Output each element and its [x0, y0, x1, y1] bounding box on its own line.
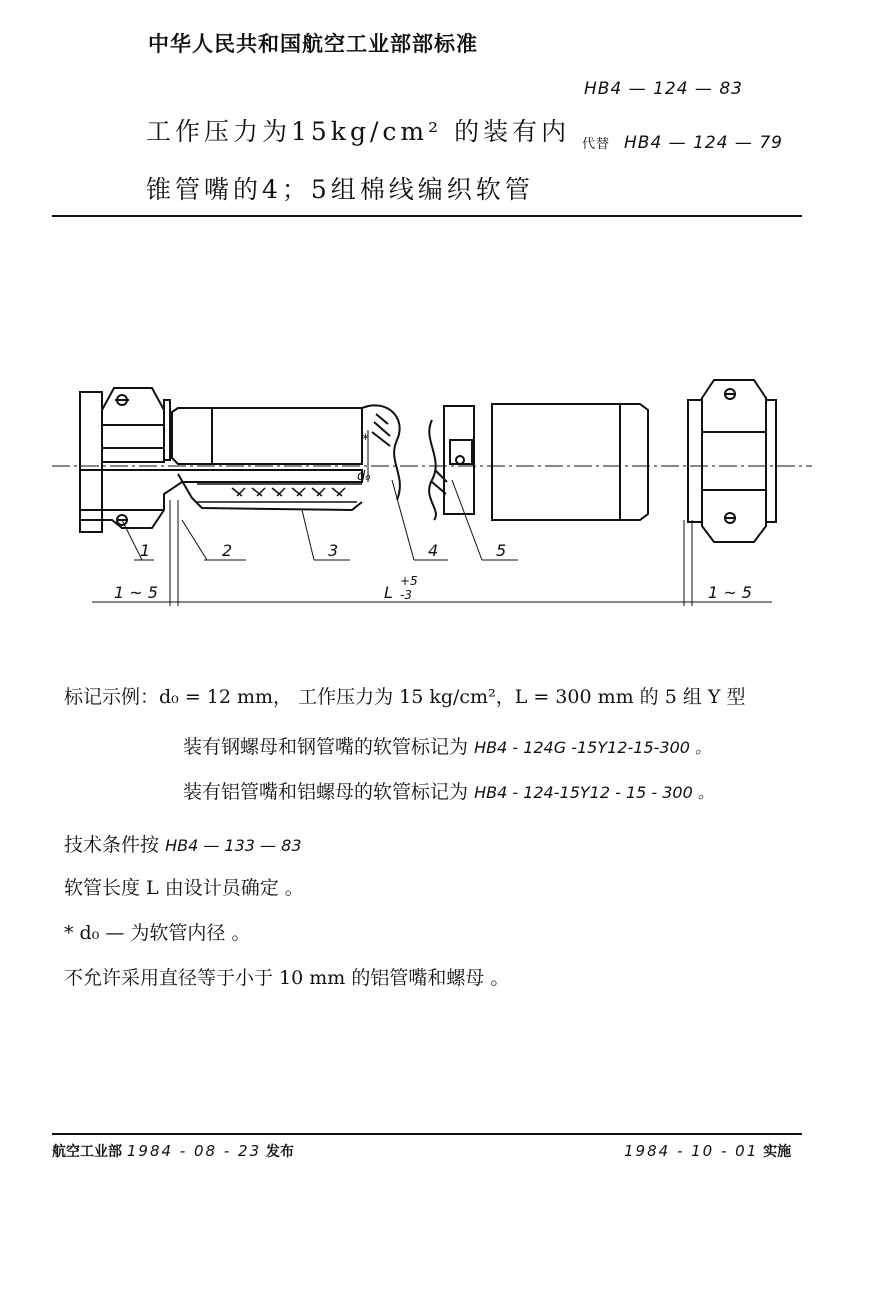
- part-label-1: 1: [140, 541, 151, 560]
- tech-conditions-code: HB4 — 133 — 83: [165, 836, 302, 855]
- standard-title-line1: 工作压力为15kg/cm² 的装有内: [146, 117, 571, 146]
- hose-assembly-drawing: [52, 370, 812, 620]
- replaces-label: 代替: [582, 137, 611, 152]
- tech-conditions-text: 技术条件按: [64, 834, 160, 856]
- implementation-date: 1984 - 10 - 01: [624, 1142, 759, 1160]
- aluminum-restriction-note: 不允许采用直径等于小于 10 mm 的铝管嘴和螺母 。: [64, 967, 510, 989]
- right-sleeve: [492, 404, 648, 520]
- standard-number: HB4 — 124 — 83: [584, 79, 743, 99]
- marking-example: [64, 682, 745, 709]
- example-steel: [183, 732, 711, 759]
- example-steel-code: HB4 - 124G -15Y12-15-300 。: [474, 738, 712, 757]
- left-sleeve: [172, 408, 362, 510]
- tech-conditions-note: [64, 830, 302, 857]
- dim-tol-upper: +5: [400, 574, 418, 588]
- right-hex-nut: [688, 380, 776, 542]
- header-divider: [52, 215, 802, 217]
- dim-tol-lower: -3: [400, 588, 412, 602]
- issuer: 航空工业部: [52, 1144, 122, 1160]
- example-aluminum-text: 装有铝管嘴和铝螺母的软管标记为: [183, 781, 469, 803]
- replaces-block: [582, 133, 783, 153]
- example-prefix: 标记示例：: [64, 686, 160, 708]
- example-aluminum-code: HB4 - 124-15Y12 - 15 - 300 。: [474, 783, 714, 802]
- standard-title-line2: 锥管嘴的4；5组棉线编织软管: [146, 175, 534, 204]
- inner-diameter-note: * d₀ — 为软管内径 。: [64, 922, 251, 944]
- hose-break: [362, 405, 447, 520]
- issue-info: [52, 1141, 294, 1161]
- star-mark: *: [362, 432, 369, 448]
- left-fitting-section: [80, 468, 362, 528]
- do-mark: d₀: [357, 469, 371, 484]
- length-note: 软管长度 L 由设计员确定 。: [64, 877, 304, 899]
- example-main: d₀ = 12 mm， 工作压力为 15 kg/cm²，L = 300 mm 的 5 组 Y 型: [159, 686, 746, 708]
- example-aluminum: [183, 777, 714, 804]
- dim-left: 1 ~ 5: [114, 583, 158, 602]
- issue-date: 1984 - 08 - 23: [126, 1142, 262, 1160]
- example-steel-text: 装有钢螺母和钢管嘴的软管标记为: [183, 736, 469, 758]
- braided-hose-section: [197, 484, 362, 502]
- implementation-label: 实施: [763, 1144, 792, 1160]
- part-label-3: 3: [328, 541, 339, 560]
- part-label-4: 4: [428, 541, 439, 560]
- replaces-number: HB4 — 124 — 79: [624, 133, 783, 153]
- dim-center: L: [384, 583, 393, 602]
- part-label-2: 2: [222, 541, 233, 560]
- implementation-info: [624, 1141, 791, 1161]
- part-label-5: 5: [496, 541, 507, 560]
- dim-right: 1 ~ 5: [708, 583, 752, 602]
- footer-divider: [52, 1133, 802, 1135]
- ministry-heading: 中华人民共和国航空工业部部标准: [148, 32, 478, 56]
- issue-label: 发布: [266, 1144, 294, 1160]
